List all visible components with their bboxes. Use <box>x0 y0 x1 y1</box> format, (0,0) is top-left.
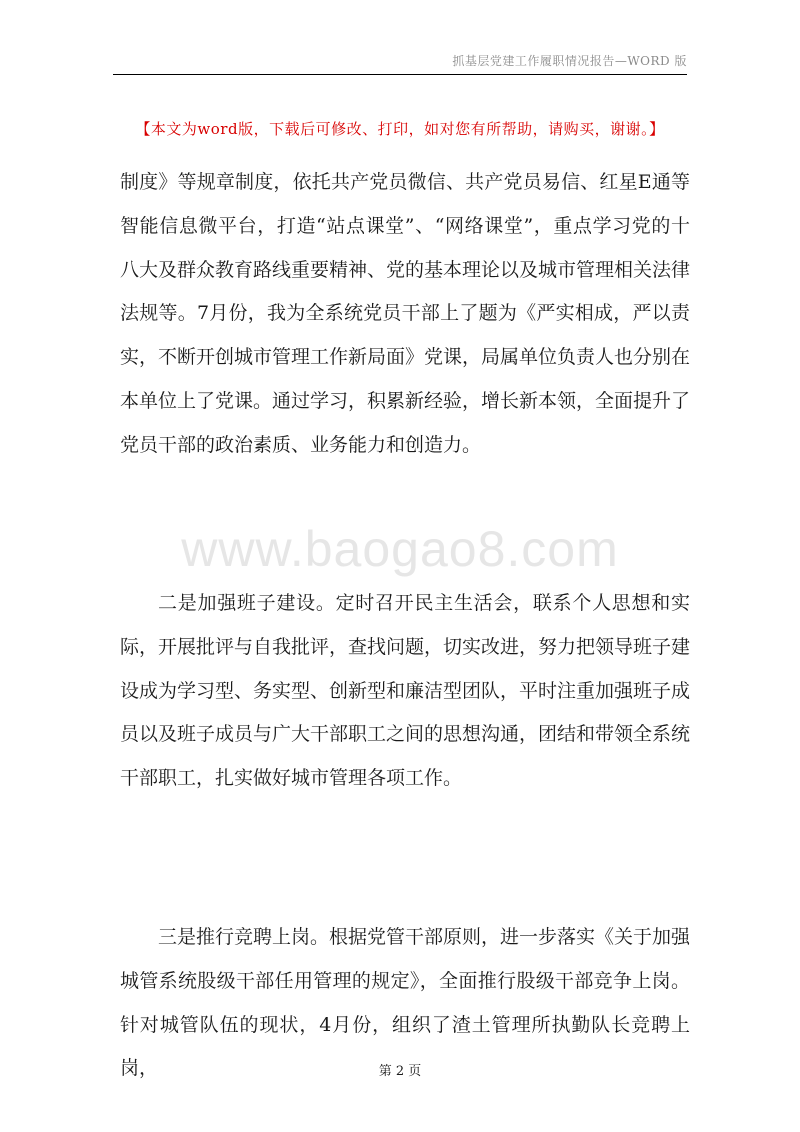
header-divider <box>113 74 687 75</box>
page-number: 第 2 页 <box>378 1064 422 1079</box>
download-notice: 【本文为word版，下载后可修改、打印，如对您有所帮助，请购买，谢谢。】 <box>135 120 665 138</box>
paragraph-1: 制度》等规章制度，依托共产党员微信、共产党员易信、红星E通等智能信息微平台，打造“站点课堂”、“网络课堂”，重点学习党的十八大及群众教育路线重要精神、党的基本理论以及城市管理相关法律法规等。7月份，我为全系统党员干部上了题为《严实相成，严以责实，不断开创城市管理工作新局面》党课，局属单位负责人也分别在本单位上了党课。通过学习，积累新经验，增长新本领，全面提升了党员干部的政治素质、业务能力和创造力。 <box>120 171 691 456</box>
document-header-title: 抓基层党建工作履职情况报告—WORD 版 <box>452 54 687 68</box>
paragraph-3: 三是推行竞聘上岗。根据党管干部原则，进一步落实《关于加强城管系统股级干部任用管理的规定》，全面推行股级干部竞争上岗。针对城管队伍的现状，4月份，组织了渣土管理所执勤队长竞聘上岗， <box>120 926 691 1080</box>
watermark: www.baogao8.com <box>181 521 619 577</box>
paragraph-2: 二是加强班子建设。定时召开民主生活会，联系个人思想和实际，开展批评与自我批评，查找问题，切实改进，努力把领导班子建设成为学习型、务实型、创新型和廉洁型团队，平时注重加强班子成员以及班子成员与广大干部职工之间的思想沟通，团结和带领全系统干部职工，扎实做好城市管理各项工作。 <box>120 592 691 790</box>
